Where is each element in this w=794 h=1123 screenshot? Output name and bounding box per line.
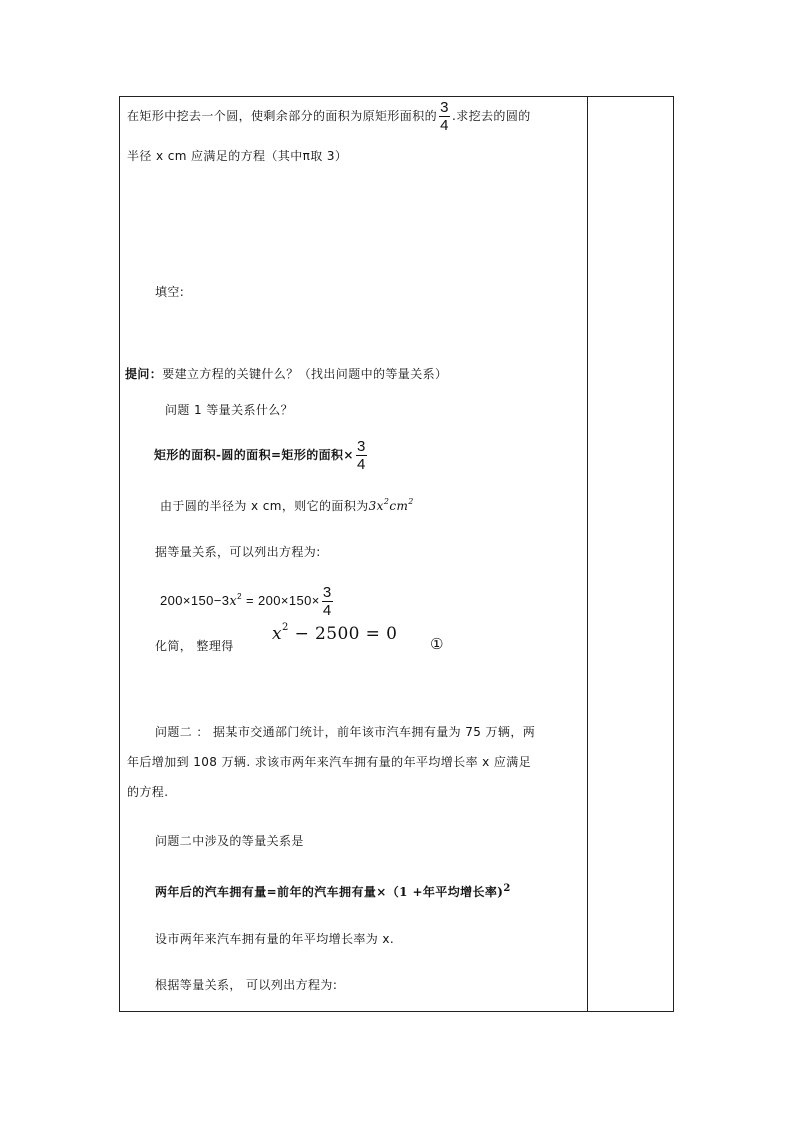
problem2-line2: 年后增加到 108 万辆. 求该市两年来汽车拥有量的年平均增长率 x 应满足 bbox=[127, 755, 532, 769]
column-divider bbox=[587, 96, 588, 1012]
fraction-3-4: $\frac{3}{4}$ bbox=[440, 99, 449, 134]
set-variable: 设市两年来汽车拥有量的年平均增长率为 x. bbox=[155, 932, 395, 946]
problem1-line2: 半径 x cm 应满足的方程（其中π取 3） bbox=[127, 149, 348, 163]
relation1-fraction: $\frac{3}{4}$ bbox=[357, 438, 366, 473]
problem2-line3: 的方程. bbox=[127, 785, 169, 799]
simplify-label: 化简， 整理得 bbox=[155, 639, 234, 653]
equation1: $200\times 150-3x^2 = 200\times 150\times$ $\frac{3}{4}$ bbox=[160, 584, 332, 619]
equation-intro: 据等量关系，可以列出方程为: bbox=[155, 545, 321, 559]
problem1-line1: 在矩形中挖去一个圆，使剩余部分的面积为原矩形面积的 $\frac{3}{4}$ .求挖去的圆的 bbox=[127, 99, 531, 134]
circled-number-1: ① bbox=[430, 635, 444, 653]
simplified-equation: $x^2 - 2500 = 0$ bbox=[272, 622, 398, 644]
relation1: 矩形的面积-圆的面积=矩形的面积× $\frac{3}{4}$ bbox=[154, 438, 366, 473]
question-label: 提问： bbox=[125, 367, 163, 381]
question-line bbox=[125, 366, 447, 382]
fill-blank-label: 填空: bbox=[155, 285, 185, 299]
radius-line: 由于圆的半径为 x cm，则它的面积为$3x^2cm^2$ bbox=[160, 497, 414, 513]
question-text: 要建立方程的关键什么？（找出问题中的等量关系） bbox=[162, 367, 448, 381]
equation1-fraction: $\frac{3}{4}$ bbox=[322, 584, 332, 619]
relation2: 两年后的汽车拥有量=前年的汽车拥有量×（1 +年平均增长率)$^2$ bbox=[155, 883, 511, 899]
equation2-intro: 根据等量关系， 可以列出方程为: bbox=[155, 978, 338, 992]
q2-relation-intro: 问题二中涉及的等量关系是 bbox=[155, 834, 304, 848]
q1-text: 问题 1 等量关系什么？ bbox=[165, 403, 294, 417]
problem2-line1: 问题二 ： 据某市交通部门统计，前年该市汽车拥有量为 75 万辆，两 bbox=[155, 725, 536, 739]
area-expression: $3x^2cm^2$ bbox=[368, 497, 414, 513]
